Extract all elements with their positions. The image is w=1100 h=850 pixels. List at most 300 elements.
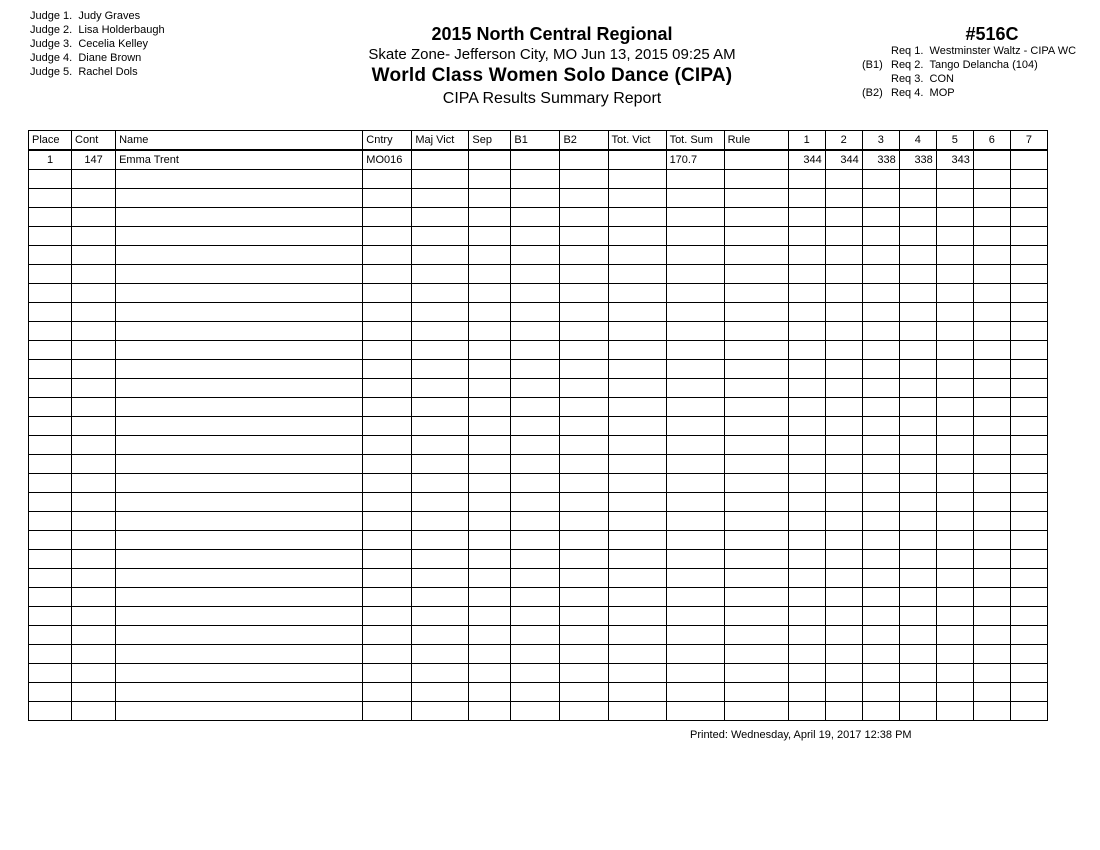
empty-cell xyxy=(116,645,363,664)
empty-cell xyxy=(72,664,116,683)
empty-cell xyxy=(469,284,511,303)
empty-cell xyxy=(862,588,899,607)
empty-cell xyxy=(363,398,412,417)
empty-cell xyxy=(825,284,862,303)
empty-cell xyxy=(29,512,72,531)
empty-cell xyxy=(788,531,825,550)
empty-cell xyxy=(666,360,724,379)
empty-cell xyxy=(862,626,899,645)
empty-cell xyxy=(363,588,412,607)
empty-cell xyxy=(363,417,412,436)
empty-cell xyxy=(936,607,973,626)
empty-cell xyxy=(936,588,973,607)
judge-name: Lisa Holderbaugh xyxy=(78,24,165,36)
empty-cell xyxy=(608,626,666,645)
empty-cell xyxy=(724,436,788,455)
empty-cell xyxy=(1010,664,1047,683)
empty-cell xyxy=(936,436,973,455)
empty-cell xyxy=(116,474,363,493)
empty-cell xyxy=(788,398,825,417)
empty-cell xyxy=(1010,455,1047,474)
judge-name: Rachel Dols xyxy=(78,66,138,78)
empty-cell xyxy=(608,189,666,208)
empty-cell xyxy=(936,398,973,417)
empty-cell xyxy=(973,664,1010,683)
empty-cell xyxy=(666,474,724,493)
empty-cell xyxy=(862,246,899,265)
cell-judge-2: 344 xyxy=(825,150,862,170)
event-title: 2015 North Central Regional xyxy=(431,24,673,44)
empty-cell xyxy=(1010,379,1047,398)
empty-cell xyxy=(363,550,412,569)
empty-table-row xyxy=(29,246,1048,265)
empty-cell xyxy=(899,474,936,493)
cell-tot-vict xyxy=(608,150,666,170)
judge-row xyxy=(30,65,165,79)
empty-cell xyxy=(666,645,724,664)
empty-cell xyxy=(666,170,724,189)
empty-cell xyxy=(608,702,666,721)
empty-cell xyxy=(469,322,511,341)
empty-cell xyxy=(72,683,116,702)
empty-table-row xyxy=(29,379,1048,398)
requirement-row xyxy=(862,72,1076,86)
empty-cell xyxy=(973,626,1010,645)
column-header-b1: B1 xyxy=(511,131,560,151)
empty-cell xyxy=(560,360,608,379)
venue-line: Skate Zone- Jefferson City, MO Jun 13, 2015 09:25 AM xyxy=(368,46,736,63)
empty-cell xyxy=(862,189,899,208)
empty-table-row xyxy=(29,664,1048,683)
empty-cell xyxy=(412,341,469,360)
empty-cell xyxy=(560,189,608,208)
empty-cell xyxy=(1010,607,1047,626)
empty-cell xyxy=(666,607,724,626)
empty-cell xyxy=(724,531,788,550)
empty-cell xyxy=(666,417,724,436)
empty-cell xyxy=(862,322,899,341)
empty-cell xyxy=(899,284,936,303)
requirement-tag: (B2) xyxy=(862,87,883,99)
empty-cell xyxy=(511,360,560,379)
empty-cell xyxy=(363,227,412,246)
empty-cell xyxy=(666,569,724,588)
empty-cell xyxy=(412,474,469,493)
empty-cell xyxy=(825,379,862,398)
empty-cell xyxy=(363,208,412,227)
empty-cell xyxy=(469,303,511,322)
empty-cell xyxy=(825,265,862,284)
empty-cell xyxy=(608,322,666,341)
empty-cell xyxy=(788,626,825,645)
empty-cell xyxy=(973,702,1010,721)
empty-cell xyxy=(608,284,666,303)
empty-cell xyxy=(29,398,72,417)
empty-cell xyxy=(724,322,788,341)
empty-cell xyxy=(469,493,511,512)
empty-cell xyxy=(116,436,363,455)
empty-cell xyxy=(899,455,936,474)
empty-cell xyxy=(825,607,862,626)
empty-cell xyxy=(608,531,666,550)
report-subtitle: CIPA Results Summary Report xyxy=(442,90,662,107)
empty-cell xyxy=(412,455,469,474)
empty-cell xyxy=(936,493,973,512)
empty-cell xyxy=(788,379,825,398)
empty-cell xyxy=(560,531,608,550)
empty-cell xyxy=(724,702,788,721)
empty-cell xyxy=(560,569,608,588)
empty-cell xyxy=(862,455,899,474)
empty-cell xyxy=(936,550,973,569)
empty-cell xyxy=(608,512,666,531)
empty-cell xyxy=(608,493,666,512)
empty-cell xyxy=(724,303,788,322)
empty-cell xyxy=(363,664,412,683)
empty-cell xyxy=(899,550,936,569)
judge-row xyxy=(30,23,165,37)
empty-cell xyxy=(29,322,72,341)
empty-cell xyxy=(72,227,116,246)
empty-cell xyxy=(560,436,608,455)
empty-cell xyxy=(469,702,511,721)
empty-cell xyxy=(788,227,825,246)
empty-cell xyxy=(116,702,363,721)
empty-cell xyxy=(363,265,412,284)
empty-cell xyxy=(608,607,666,626)
empty-cell xyxy=(412,208,469,227)
column-header-tot-sum: Tot. Sum xyxy=(666,131,724,151)
empty-cell xyxy=(862,474,899,493)
empty-cell xyxy=(511,189,560,208)
requirement-name: CON xyxy=(929,73,954,85)
empty-cell xyxy=(973,227,1010,246)
empty-cell xyxy=(788,474,825,493)
empty-cell xyxy=(116,284,363,303)
requirement-row xyxy=(862,86,1076,100)
empty-cell xyxy=(469,189,511,208)
empty-table-row xyxy=(29,474,1048,493)
empty-cell xyxy=(973,645,1010,664)
empty-cell xyxy=(936,265,973,284)
empty-cell xyxy=(936,227,973,246)
empty-cell xyxy=(29,683,72,702)
empty-cell xyxy=(862,683,899,702)
empty-cell xyxy=(469,683,511,702)
empty-cell xyxy=(724,607,788,626)
empty-cell xyxy=(899,303,936,322)
empty-cell xyxy=(936,284,973,303)
empty-cell xyxy=(560,550,608,569)
empty-cell xyxy=(560,607,608,626)
column-header-judge-5: 5 xyxy=(936,131,973,151)
empty-cell xyxy=(666,493,724,512)
empty-cell xyxy=(899,436,936,455)
empty-cell xyxy=(899,493,936,512)
empty-cell xyxy=(29,417,72,436)
empty-cell xyxy=(788,417,825,436)
empty-cell xyxy=(560,284,608,303)
empty-table-row xyxy=(29,531,1048,550)
empty-cell xyxy=(116,683,363,702)
empty-cell xyxy=(973,683,1010,702)
empty-cell xyxy=(973,265,1010,284)
empty-cell xyxy=(511,265,560,284)
empty-cell xyxy=(666,455,724,474)
empty-cell xyxy=(862,436,899,455)
empty-cell xyxy=(72,398,116,417)
column-header-judge-7: 7 xyxy=(1010,131,1047,151)
empty-cell xyxy=(862,512,899,531)
empty-cell xyxy=(1010,645,1047,664)
empty-cell xyxy=(825,626,862,645)
empty-cell xyxy=(412,284,469,303)
judge-row xyxy=(30,51,165,65)
empty-cell xyxy=(936,379,973,398)
empty-cell xyxy=(666,512,724,531)
empty-cell xyxy=(724,417,788,436)
empty-cell xyxy=(511,227,560,246)
empty-cell xyxy=(724,208,788,227)
empty-cell xyxy=(29,588,72,607)
empty-cell xyxy=(72,550,116,569)
empty-cell xyxy=(469,455,511,474)
empty-cell xyxy=(72,569,116,588)
empty-cell xyxy=(560,417,608,436)
empty-table-row xyxy=(29,702,1048,721)
empty-table-row xyxy=(29,208,1048,227)
empty-cell xyxy=(608,569,666,588)
empty-cell xyxy=(666,626,724,645)
empty-cell xyxy=(469,664,511,683)
empty-cell xyxy=(936,455,973,474)
requirement-label: Req 3. xyxy=(891,73,924,85)
empty-cell xyxy=(666,436,724,455)
empty-cell xyxy=(899,322,936,341)
empty-cell xyxy=(973,170,1010,189)
empty-cell xyxy=(973,474,1010,493)
empty-cell xyxy=(469,550,511,569)
empty-cell xyxy=(511,170,560,189)
empty-cell xyxy=(116,493,363,512)
requirement-name: Westminster Waltz - CIPA WC xyxy=(929,45,1077,57)
empty-cell xyxy=(666,398,724,417)
empty-cell xyxy=(973,398,1010,417)
empty-cell xyxy=(469,170,511,189)
empty-cell xyxy=(724,588,788,607)
empty-cell xyxy=(29,569,72,588)
judge-label: Judge 5. xyxy=(30,66,73,78)
empty-cell xyxy=(412,246,469,265)
empty-cell xyxy=(825,341,862,360)
empty-cell xyxy=(788,588,825,607)
empty-cell xyxy=(825,398,862,417)
empty-cell xyxy=(724,189,788,208)
empty-cell xyxy=(412,170,469,189)
empty-cell xyxy=(469,512,511,531)
empty-cell xyxy=(72,474,116,493)
empty-cell xyxy=(29,379,72,398)
empty-cell xyxy=(788,550,825,569)
empty-cell xyxy=(899,607,936,626)
empty-cell xyxy=(412,189,469,208)
empty-cell xyxy=(724,550,788,569)
empty-table-row xyxy=(29,170,1048,189)
empty-cell xyxy=(363,683,412,702)
empty-cell xyxy=(412,512,469,531)
empty-cell xyxy=(936,417,973,436)
judge-row xyxy=(30,9,165,23)
empty-cell xyxy=(862,265,899,284)
empty-cell xyxy=(511,341,560,360)
empty-cell xyxy=(862,550,899,569)
empty-cell xyxy=(29,474,72,493)
empty-cell xyxy=(1010,398,1047,417)
empty-cell xyxy=(936,303,973,322)
empty-cell xyxy=(936,702,973,721)
column-header-maj-vict: Maj Vict xyxy=(412,131,469,151)
empty-cell xyxy=(936,208,973,227)
empty-cell xyxy=(412,588,469,607)
empty-cell xyxy=(412,626,469,645)
empty-cell xyxy=(608,265,666,284)
empty-cell xyxy=(862,227,899,246)
column-header-judge-3: 3 xyxy=(862,131,899,151)
empty-cell xyxy=(363,702,412,721)
empty-cell xyxy=(788,322,825,341)
empty-cell xyxy=(412,702,469,721)
empty-cell xyxy=(825,170,862,189)
empty-cell xyxy=(825,417,862,436)
cell-cont: 147 xyxy=(72,150,116,170)
empty-cell xyxy=(116,379,363,398)
empty-cell xyxy=(116,189,363,208)
empty-cell xyxy=(29,170,72,189)
empty-cell xyxy=(560,341,608,360)
empty-cell xyxy=(973,569,1010,588)
judge-label: Judge 1. xyxy=(30,10,73,22)
empty-cell xyxy=(973,550,1010,569)
empty-cell xyxy=(72,284,116,303)
column-header-judge-2: 2 xyxy=(825,131,862,151)
empty-cell xyxy=(29,341,72,360)
empty-cell xyxy=(936,170,973,189)
empty-cell xyxy=(116,227,363,246)
empty-table-row xyxy=(29,303,1048,322)
empty-cell xyxy=(973,588,1010,607)
empty-cell xyxy=(29,265,72,284)
requirement-label: Req 4. xyxy=(891,87,924,99)
empty-table-row xyxy=(29,645,1048,664)
empty-cell xyxy=(788,284,825,303)
empty-cell xyxy=(116,531,363,550)
empty-cell xyxy=(608,683,666,702)
empty-cell xyxy=(560,303,608,322)
empty-cell xyxy=(363,455,412,474)
empty-cell xyxy=(469,531,511,550)
empty-cell xyxy=(899,702,936,721)
column-header-judge-6: 6 xyxy=(973,131,1010,151)
empty-cell xyxy=(1010,626,1047,645)
empty-cell xyxy=(560,379,608,398)
empty-table-row xyxy=(29,417,1048,436)
empty-cell xyxy=(363,360,412,379)
empty-cell xyxy=(29,208,72,227)
empty-cell xyxy=(363,322,412,341)
empty-cell xyxy=(511,607,560,626)
empty-cell xyxy=(899,246,936,265)
column-header-cntry: Cntry xyxy=(363,131,412,151)
empty-table-row xyxy=(29,569,1048,588)
empty-cell xyxy=(511,208,560,227)
cell-b2 xyxy=(560,150,608,170)
empty-cell xyxy=(469,227,511,246)
empty-cell xyxy=(724,360,788,379)
empty-cell xyxy=(363,474,412,493)
empty-cell xyxy=(936,322,973,341)
cell-judge-6 xyxy=(973,150,1010,170)
empty-cell xyxy=(788,702,825,721)
cell-place: 1 xyxy=(29,150,72,170)
empty-cell xyxy=(29,531,72,550)
empty-cell xyxy=(724,455,788,474)
empty-cell xyxy=(973,360,1010,379)
empty-cell xyxy=(412,322,469,341)
empty-cell xyxy=(899,265,936,284)
empty-cell xyxy=(116,170,363,189)
empty-cell xyxy=(412,227,469,246)
empty-cell xyxy=(412,303,469,322)
empty-cell xyxy=(363,493,412,512)
empty-cell xyxy=(469,626,511,645)
empty-cell xyxy=(363,341,412,360)
empty-cell xyxy=(724,683,788,702)
empty-cell xyxy=(29,455,72,474)
printed-timestamp: Printed: Wednesday, April 19, 2017 12:38 PM xyxy=(690,729,912,741)
empty-cell xyxy=(72,417,116,436)
empty-cell xyxy=(666,379,724,398)
empty-cell xyxy=(666,284,724,303)
empty-cell xyxy=(936,645,973,664)
empty-cell xyxy=(412,265,469,284)
empty-cell xyxy=(724,626,788,645)
empty-cell xyxy=(899,208,936,227)
empty-cell xyxy=(936,360,973,379)
empty-cell xyxy=(936,626,973,645)
empty-cell xyxy=(29,664,72,683)
empty-cell xyxy=(1010,246,1047,265)
cell-maj-vict xyxy=(412,150,469,170)
empty-cell xyxy=(608,645,666,664)
empty-cell xyxy=(560,588,608,607)
empty-cell xyxy=(511,702,560,721)
empty-cell xyxy=(899,417,936,436)
empty-cell xyxy=(29,702,72,721)
empty-cell xyxy=(608,664,666,683)
empty-cell xyxy=(560,227,608,246)
empty-cell xyxy=(29,284,72,303)
empty-cell xyxy=(469,645,511,664)
empty-cell xyxy=(724,227,788,246)
empty-cell xyxy=(412,569,469,588)
empty-cell xyxy=(1010,683,1047,702)
empty-cell xyxy=(469,417,511,436)
empty-table-row xyxy=(29,493,1048,512)
cell-judge-7 xyxy=(1010,150,1047,170)
empty-cell xyxy=(412,531,469,550)
empty-cell xyxy=(825,702,862,721)
requirement-row xyxy=(862,44,1076,58)
